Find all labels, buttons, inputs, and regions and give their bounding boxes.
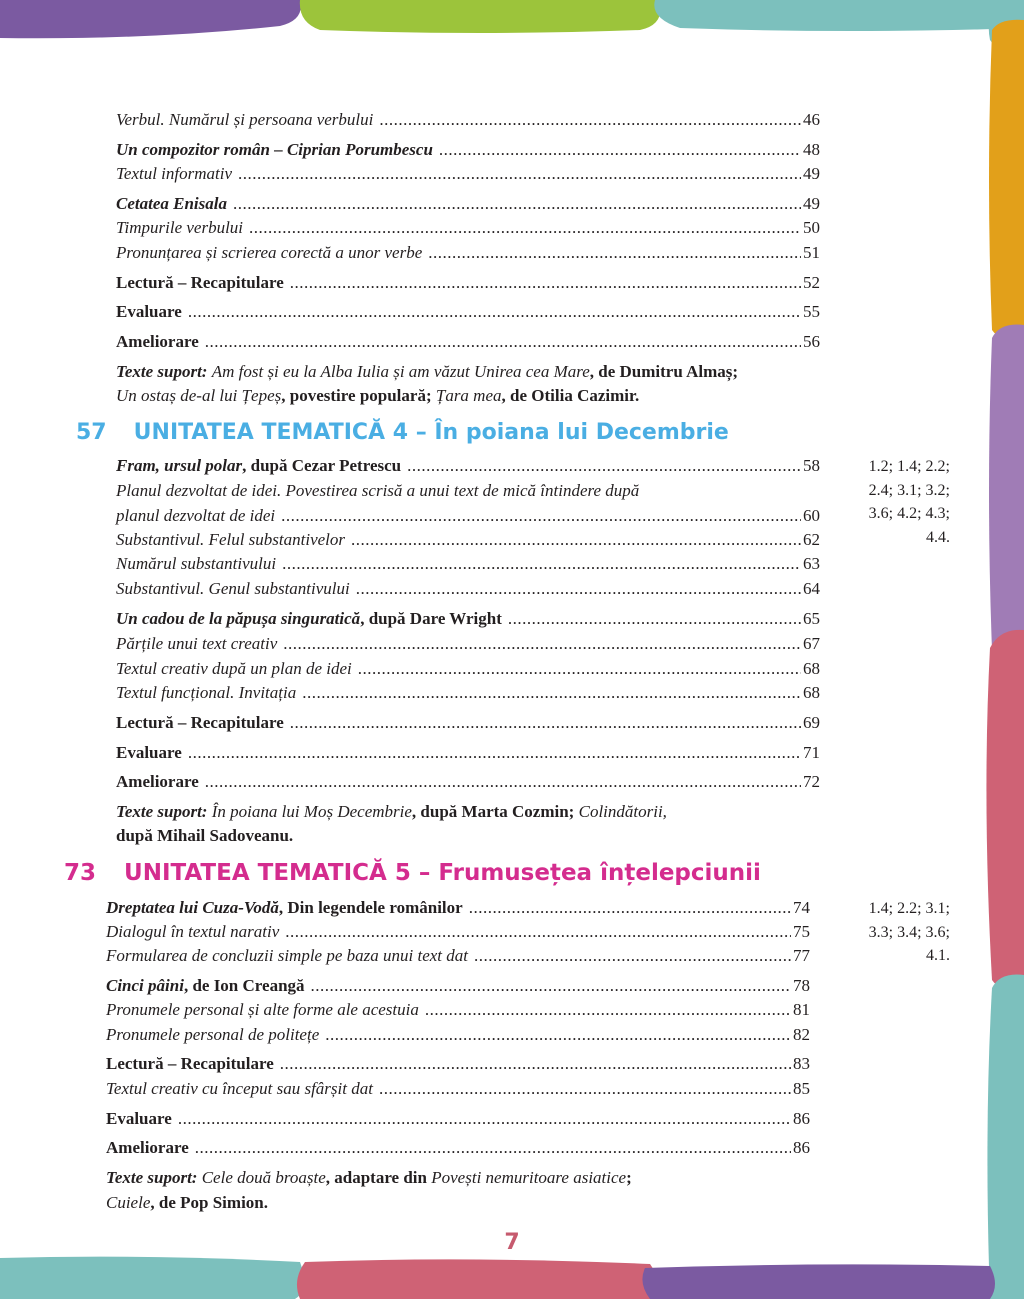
toc-page: 64 bbox=[803, 579, 820, 598]
frame-right-lilac bbox=[989, 325, 1024, 661]
toc-page: 62 bbox=[803, 530, 820, 549]
competences-unit5 bbox=[820, 897, 950, 968]
toc-entry-title: Textul creativ cu început sau sfârșit dat bbox=[106, 1079, 373, 1098]
toc-row[interactable] bbox=[116, 302, 820, 322]
toc-row[interactable] bbox=[106, 1138, 810, 1158]
toc-row[interactable] bbox=[116, 609, 820, 629]
dot-leader bbox=[283, 634, 801, 654]
dot-leader bbox=[356, 579, 801, 599]
toc-row[interactable] bbox=[116, 683, 820, 703]
toc-entry-title: Evaluare bbox=[116, 743, 182, 762]
toc-page: 58 bbox=[803, 456, 820, 475]
dot-leader bbox=[428, 243, 801, 263]
frame-top-green bbox=[300, 0, 661, 33]
dot-leader bbox=[281, 506, 801, 526]
dot-leader bbox=[379, 110, 801, 130]
toc-entry-title: Ameliorare bbox=[116, 772, 199, 791]
dot-leader bbox=[302, 683, 801, 703]
support-author: , de Otilia Cazimir. bbox=[501, 386, 640, 405]
support-title: Colindătorii, bbox=[578, 802, 667, 821]
dot-leader bbox=[311, 976, 791, 996]
toc-entry-title: Un compozitor român – Ciprian Porumbescu bbox=[116, 140, 433, 159]
competence-line: 3.3; 3.4; 3.6; bbox=[868, 923, 950, 941]
toc-row[interactable] bbox=[116, 554, 820, 574]
support-author: ; bbox=[626, 1168, 632, 1187]
toc-page: 86 bbox=[793, 1138, 810, 1157]
unit-page: 73 bbox=[64, 860, 97, 886]
competence-line: 4.4. bbox=[926, 528, 950, 546]
frame-bottom-purple bbox=[642, 1264, 995, 1299]
toc-row[interactable] bbox=[116, 218, 820, 238]
toc-row[interactable] bbox=[116, 713, 820, 733]
dot-leader bbox=[280, 1054, 791, 1074]
toc-entry-title: Textul funcțional. Invitația bbox=[116, 683, 297, 702]
toc-entry-title: Timpurile verbului bbox=[116, 218, 244, 237]
dot-leader bbox=[195, 1138, 791, 1158]
toc-row[interactable] bbox=[106, 1054, 810, 1074]
toc-entry-title: Pronumele personal de politețe bbox=[106, 1025, 320, 1044]
dot-leader bbox=[188, 302, 801, 322]
toc-page: 74 bbox=[793, 898, 810, 917]
competence-line: 2.4; 3.1; 3.2; bbox=[868, 481, 950, 499]
toc-page: 49 bbox=[803, 194, 820, 213]
page-number: 7 bbox=[504, 1230, 520, 1255]
toc-page: 86 bbox=[793, 1109, 810, 1128]
unit-heading[interactable] bbox=[64, 860, 761, 886]
competence-line: 1.2; 1.4; 2.2; bbox=[868, 458, 950, 475]
dot-leader bbox=[205, 772, 801, 792]
toc-entry-title: Pronumele personal și alte forme ale acestuia bbox=[106, 1000, 419, 1019]
toc-row[interactable] bbox=[106, 1025, 810, 1045]
frame-right-orange bbox=[989, 20, 1024, 341]
dot-leader bbox=[238, 164, 801, 184]
toc-page: 77 bbox=[793, 946, 810, 965]
toc-row[interactable] bbox=[106, 898, 810, 918]
dot-leader bbox=[285, 922, 791, 942]
support-label: Texte suport: bbox=[116, 362, 208, 381]
toc-page: 52 bbox=[803, 273, 820, 292]
support-texts bbox=[106, 1193, 268, 1213]
support-author: , de Dumitru Almaș; bbox=[589, 362, 739, 381]
toc-page: 56 bbox=[803, 332, 820, 351]
competences-unit4 bbox=[820, 455, 950, 549]
support-title: Cele două broaște bbox=[201, 1168, 326, 1187]
toc-entry-title: Ameliorare bbox=[106, 1138, 189, 1157]
support-author: , după Marta Cozmin; bbox=[411, 802, 575, 821]
toc-entry-title: planul dezvoltat de idei bbox=[116, 506, 276, 525]
competence-line: 3.6; 4.2; 4.3; bbox=[868, 505, 950, 522]
toc-entry-title: Cetatea Enisala bbox=[116, 194, 227, 213]
toc-row[interactable] bbox=[106, 1000, 810, 1020]
toc-entry-title: Un cadou de la păpușa singuratică, după Dare Wright bbox=[116, 609, 502, 628]
toc-row[interactable] bbox=[106, 1079, 810, 1099]
dot-leader bbox=[469, 898, 791, 918]
toc-entry-title: Fram, ursul polar, după Cezar Petrescu bbox=[116, 456, 402, 475]
toc-entry-title: Pronunțarea și scrierea corectă a unor verbe bbox=[116, 243, 423, 262]
toc-entry-title: Dialogul în textul narativ bbox=[106, 922, 280, 941]
support-texts bbox=[116, 362, 738, 382]
dot-leader bbox=[178, 1109, 791, 1129]
toc-page: 69 bbox=[803, 713, 820, 732]
toc-page: 60 bbox=[803, 506, 820, 525]
support-title: Țara mea bbox=[435, 386, 502, 405]
dot-leader bbox=[508, 609, 801, 629]
toc-entry-title: Substantivul. Genul substantivului bbox=[116, 579, 350, 598]
support-texts bbox=[106, 1168, 632, 1188]
toc-entry-title: Textul informativ bbox=[116, 164, 233, 183]
support-texts bbox=[116, 386, 639, 406]
toc-entry-title: Numărul substantivului bbox=[116, 554, 277, 573]
toc-entry-title: Formularea de concluzii simple pe baza unui text dat bbox=[106, 946, 468, 965]
toc-page: 63 bbox=[803, 554, 820, 573]
toc-page: 83 bbox=[793, 1054, 810, 1073]
support-author: , de Pop Simion. bbox=[150, 1193, 268, 1212]
toc-row[interactable] bbox=[116, 243, 820, 263]
dot-leader bbox=[407, 456, 801, 476]
toc-row[interactable] bbox=[116, 659, 820, 679]
toc-page: 55 bbox=[803, 302, 820, 321]
toc-entry-title: Părțile unui text creativ bbox=[116, 634, 278, 653]
toc-entry-title: Textul creativ după un plan de idei bbox=[116, 659, 352, 678]
toc-row[interactable] bbox=[116, 194, 820, 214]
toc-entry-title: Evaluare bbox=[106, 1109, 172, 1128]
toc-row[interactable] bbox=[106, 922, 810, 942]
dot-leader bbox=[233, 194, 801, 214]
toc-page: 68 bbox=[803, 683, 820, 702]
frame-bottom-teal bbox=[0, 1257, 304, 1299]
unit-title: UNITATEA TEMATICĂ 4 – În poiana lui Decembrie bbox=[133, 420, 729, 445]
toc-page: 78 bbox=[793, 976, 810, 995]
toc-page: 82 bbox=[793, 1025, 810, 1044]
dot-leader bbox=[325, 1025, 791, 1045]
dot-leader bbox=[358, 659, 801, 679]
dot-leader bbox=[351, 530, 801, 550]
toc-row[interactable] bbox=[116, 579, 820, 599]
competence-line: 1.4; 2.2; 3.1; bbox=[868, 900, 950, 917]
dot-leader bbox=[205, 332, 801, 352]
toc-row[interactable] bbox=[116, 634, 820, 654]
support-author: după Mihail Sadoveanu. bbox=[116, 826, 294, 845]
frame-top-purple bbox=[0, 0, 301, 38]
toc-page: 49 bbox=[803, 164, 820, 183]
dot-leader bbox=[282, 554, 801, 574]
dot-leader bbox=[379, 1079, 791, 1099]
toc-row[interactable] bbox=[116, 456, 820, 476]
toc-page: 46 bbox=[803, 110, 820, 129]
toc-page: 72 bbox=[803, 772, 820, 791]
dot-leader bbox=[249, 218, 801, 238]
dot-leader bbox=[439, 140, 801, 160]
toc-row[interactable] bbox=[116, 743, 820, 763]
toc-row[interactable] bbox=[116, 772, 820, 792]
competence-line: 4.1. bbox=[926, 947, 950, 964]
support-title: Un ostaș de-al lui Țepeș bbox=[116, 386, 282, 405]
toc-row[interactable] bbox=[116, 164, 820, 184]
frame-top-teal bbox=[654, 0, 1024, 31]
toc-entry-title: Ameliorare bbox=[116, 332, 199, 351]
toc-row[interactable] bbox=[116, 506, 820, 526]
support-title: Povești nemuritoare asiatice bbox=[431, 1168, 627, 1187]
toc-page: 51 bbox=[803, 243, 820, 262]
unit-heading[interactable] bbox=[76, 420, 729, 445]
toc-row[interactable] bbox=[106, 1109, 810, 1129]
toc-entry-title: Dreptatea lui Cuza-Vodă, Din legendele românilor bbox=[106, 898, 463, 917]
dot-leader bbox=[188, 743, 801, 763]
toc-row[interactable] bbox=[116, 530, 820, 550]
support-label: Texte suport: bbox=[116, 802, 208, 821]
dot-leader bbox=[425, 1000, 791, 1020]
support-author: , povestire populară; bbox=[281, 386, 432, 405]
dot-leader bbox=[290, 713, 801, 733]
support-texts bbox=[116, 802, 667, 822]
toc-page: 81 bbox=[793, 1000, 810, 1019]
toc-page: 75 bbox=[793, 922, 810, 941]
toc-entry-title: Cinci pâini, de Ion Creangă bbox=[106, 976, 305, 995]
toc-entry-title[interactable]: Planul dezvoltat de idei. Povestirea scrisă a unui text de mică întindere după bbox=[116, 481, 640, 500]
toc-row[interactable] bbox=[116, 140, 820, 160]
toc-page: 85 bbox=[793, 1079, 810, 1098]
toc-page: 68 bbox=[803, 659, 820, 678]
toc-row[interactable] bbox=[116, 110, 820, 130]
toc-page: 67 bbox=[803, 634, 820, 653]
toc-entry-title: Substantivul. Felul substantivelor bbox=[116, 530, 346, 549]
toc-entry-title: Evaluare bbox=[116, 302, 182, 321]
dot-leader bbox=[474, 946, 791, 966]
unit-page: 57 bbox=[76, 420, 107, 445]
dot-leader bbox=[290, 273, 801, 293]
toc-entry-title: Verbul. Numărul și persoana verbului bbox=[116, 110, 374, 129]
toc-row[interactable] bbox=[116, 273, 820, 293]
toc-page: 50 bbox=[803, 218, 820, 237]
toc-page: 48 bbox=[803, 140, 820, 159]
support-title: Cuiele bbox=[106, 1193, 151, 1212]
toc-entry-title: Lectură – Recapitulare bbox=[116, 273, 284, 292]
toc-row[interactable] bbox=[106, 946, 810, 966]
toc-page: 71 bbox=[803, 743, 820, 762]
toc-entry-title: Lectură – Recapitulare bbox=[106, 1054, 274, 1073]
frame-bottom-rose bbox=[297, 1259, 658, 1299]
toc-row[interactable] bbox=[116, 332, 820, 352]
toc-entry-title: Lectură – Recapitulare bbox=[116, 713, 284, 732]
support-label: Texte suport: bbox=[106, 1168, 198, 1187]
frame-right-rose bbox=[986, 630, 1024, 990]
support-title: În poiana lui Moș Decembrie bbox=[211, 802, 412, 821]
toc-page: 65 bbox=[803, 609, 820, 628]
support-title: Am fost și eu la Alba Iulia și am văzut Unirea cea Mare bbox=[211, 362, 590, 381]
unit-title: UNITATEA TEMATICĂ 5 – Frumusețea înțelepciunii bbox=[124, 860, 761, 886]
toc-row[interactable] bbox=[106, 976, 810, 996]
support-author: , adaptare din bbox=[325, 1168, 427, 1187]
